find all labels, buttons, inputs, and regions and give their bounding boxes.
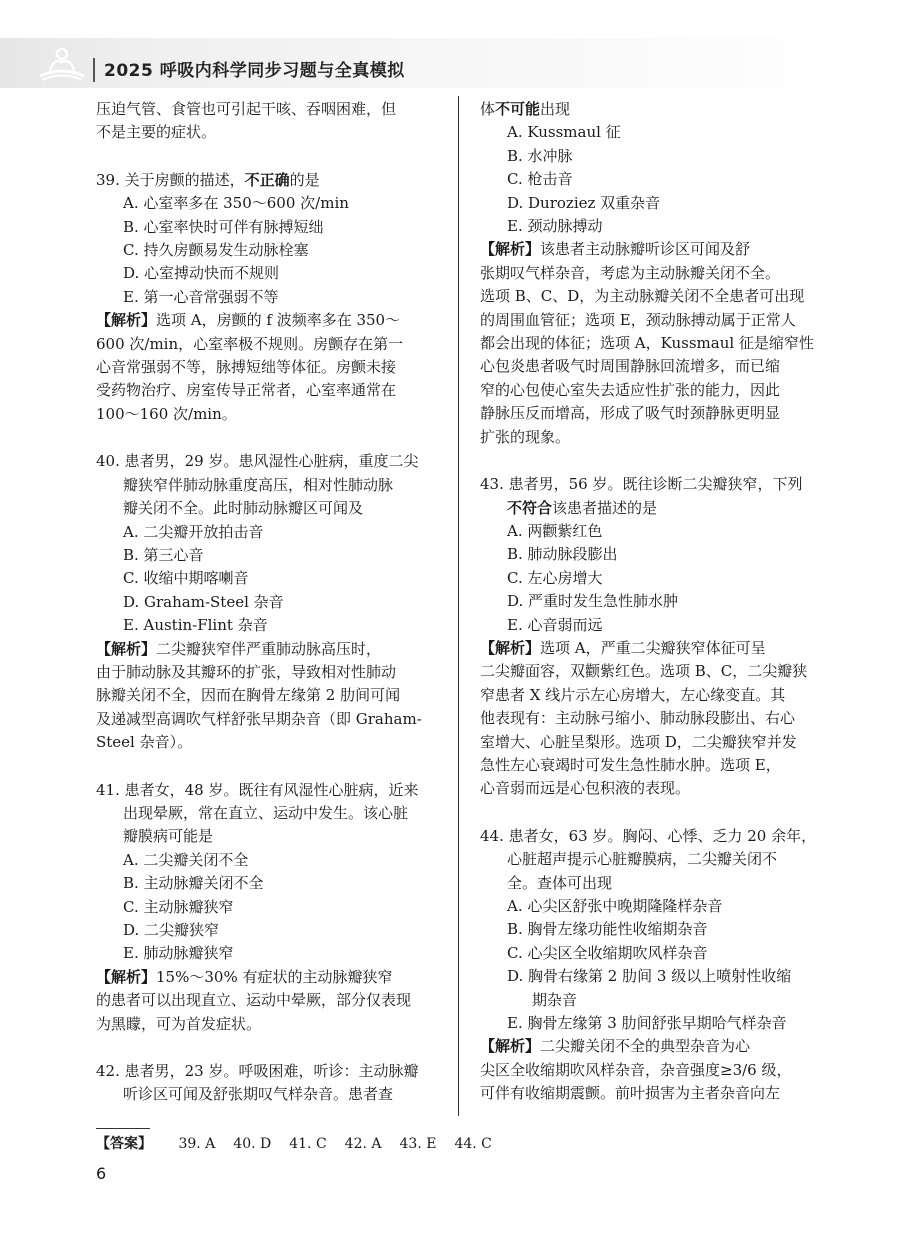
option-line: C. 主动脉瓣狭窄 bbox=[123, 897, 234, 916]
analysis-text: 选项 B、C、D，为主动脉瓣关闭不全患者可出现 bbox=[480, 287, 805, 306]
emphasis-text: 不可能 bbox=[495, 100, 541, 118]
analysis-line bbox=[480, 238, 810, 261]
option-line: A. 二尖瓣关闭不全 bbox=[123, 850, 249, 869]
stem-text: 体 bbox=[480, 100, 496, 118]
option-line: A. 心尖区舒张中晚期隆隆样杂音 bbox=[507, 897, 723, 915]
analysis-line bbox=[480, 426, 810, 449]
question-stem-line bbox=[96, 802, 438, 825]
analysis-line bbox=[480, 1059, 810, 1082]
left-column bbox=[96, 98, 438, 1107]
question-stem-line bbox=[96, 825, 438, 848]
question-block bbox=[96, 450, 438, 754]
option-line: B. 水冲脉 bbox=[507, 146, 573, 165]
analysis-line bbox=[480, 707, 810, 730]
answer-item: 42. A bbox=[344, 1136, 382, 1152]
question-stem-line bbox=[480, 825, 817, 848]
answer-item: 41. C bbox=[289, 1136, 327, 1152]
question-block bbox=[96, 1060, 438, 1107]
analysis-line bbox=[96, 989, 438, 1012]
analysis-line bbox=[480, 379, 810, 402]
page-header-title: 2025 呼吸内科学同步习题与全真模拟 bbox=[104, 61, 405, 81]
analysis-text: 可伴有收缩期震颤。前叶损害为主者杂音向左 bbox=[480, 1084, 781, 1103]
analysis-line bbox=[96, 403, 438, 426]
answer-item: 43. E bbox=[399, 1136, 437, 1152]
analysis-tag: 【解析】 bbox=[96, 311, 157, 330]
answer-item: 40. D bbox=[233, 1136, 272, 1152]
question-stem-line bbox=[480, 497, 810, 520]
option-line: A. 两颧紫红色 bbox=[507, 521, 603, 540]
stem-text: 43. 患者男，56 岁。既往诊断二尖瓣狭窄，下列 bbox=[480, 475, 803, 494]
analysis-line bbox=[480, 332, 814, 355]
option-line: E. 心音弱而远 bbox=[507, 615, 603, 634]
analysis-line bbox=[96, 356, 438, 379]
analysis-text: 扩张的现象。 bbox=[480, 427, 571, 446]
option-line: E. Austin-Flint 杂音 bbox=[123, 616, 268, 635]
analysis-tag: 【解析】 bbox=[480, 638, 541, 657]
analysis-text: 窄患者 X 线片示左心房增大，左心缘变直。其 bbox=[480, 685, 786, 704]
option-line: B. 肺动脉段膨出 bbox=[507, 545, 618, 564]
option-line: B. 心室率快时可伴有脉搏短绌 bbox=[123, 217, 324, 236]
analysis-text: 15%～30% 有症状的主动脉瓣狭窄 bbox=[156, 967, 393, 986]
analysis-line bbox=[96, 1013, 438, 1036]
option-line: A. Kussmaul 征 bbox=[507, 123, 621, 142]
analysis-text: 二尖瓣关闭不全的典型杂音为心 bbox=[540, 1037, 751, 1056]
stem-text: 出现 bbox=[540, 100, 571, 118]
header-separator bbox=[93, 58, 95, 82]
stem-text: 41. 患者女，48 岁。既往有风湿性心脏病，近来 bbox=[96, 780, 419, 799]
question-stem-line bbox=[480, 872, 810, 895]
option-line: C. 左心房增大 bbox=[507, 568, 603, 587]
analysis-text: 600 次/min，心室率极不规则。房颤存在第一 bbox=[96, 334, 404, 353]
analysis-line bbox=[96, 333, 438, 356]
analysis-line bbox=[480, 1035, 810, 1058]
question-stem-line bbox=[96, 779, 438, 802]
analysis-text: 受药物治疗、房室传导正常者，心室率通常在 bbox=[96, 381, 397, 400]
answer-item: 44. C bbox=[454, 1136, 492, 1152]
analysis-text: 选项 A，严重二尖瓣狭窄体征可呈 bbox=[540, 638, 766, 657]
stem-text: 心脏超声提示心脏瓣膜病，二尖瓣关闭不 bbox=[507, 850, 778, 869]
analysis-tag: 【解析】 bbox=[96, 639, 157, 658]
option-line: D. 胸骨右缘第 2 肋间 3 级以上喷射性收缩 bbox=[507, 967, 792, 986]
option-line: E. 第一心音常强弱不等 bbox=[123, 287, 279, 306]
stem-text: 42. 患者男，23 岁。呼吸困难，听诊：主动脉瓣 bbox=[96, 1062, 419, 1081]
analysis-line bbox=[480, 731, 810, 754]
analysis-text: 二尖瓣狭窄伴严重肺动脉高压时， bbox=[156, 639, 382, 658]
stem-text: 瓣狭窄伴肺动脉重度高压，相对性肺动脉 bbox=[123, 475, 394, 494]
emphasis-text: 不符合 bbox=[507, 498, 553, 517]
stem-text: 44. 患者女，63 岁。胸闷、心悸、乏力 20 余年， bbox=[480, 826, 817, 845]
analysis-text: 尖区全收缩期吹风样杂音，杂音强度≥3/6 级， bbox=[480, 1060, 792, 1079]
option-line: D. 严重时发生急性肺水肿 bbox=[507, 592, 679, 611]
answer-key-label: 【答案】 bbox=[96, 1136, 152, 1152]
question-stem-line bbox=[96, 169, 438, 192]
analysis-line bbox=[480, 754, 810, 777]
right-column bbox=[480, 98, 817, 1106]
question-stem-line bbox=[480, 473, 810, 496]
question-stem-line bbox=[480, 848, 810, 871]
body-line: 不是主要的症状。 bbox=[96, 123, 217, 142]
stem-text: 39. 关于房颤的描述， bbox=[96, 170, 245, 189]
option-line: C. 持久房颤易发生动脉栓塞 bbox=[123, 241, 309, 260]
option-line: A. 二尖瓣开放拍击音 bbox=[123, 522, 264, 541]
page-number: 6 bbox=[96, 1164, 107, 1183]
stem-text: 瓣膜病可能是 bbox=[123, 827, 214, 846]
analysis-tag: 【解析】 bbox=[480, 1037, 541, 1056]
answer-rule bbox=[96, 1128, 150, 1129]
analysis-text: 为黑矇，可为首发症状。 bbox=[96, 1014, 262, 1033]
analysis-line bbox=[480, 402, 810, 425]
question-block bbox=[96, 169, 438, 426]
question-stem-line bbox=[96, 497, 438, 520]
analysis-text: 脉瓣关闭不全，因而在胸骨左缘第 2 肋间可闻 bbox=[96, 686, 401, 705]
emphasis-text: 不正确 bbox=[244, 170, 290, 189]
analysis-text: 由于肺动脉及其瓣环的扩张，导致相对性肺动 bbox=[96, 662, 397, 681]
analysis-text: 窄的心包使心室失去适应性扩张的能力，因此 bbox=[480, 380, 781, 399]
analysis-line bbox=[480, 355, 810, 378]
question-block bbox=[480, 473, 810, 801]
analysis-text: 心音常强弱不等，脉搏短绌等体征。房颤未接 bbox=[96, 358, 397, 377]
stem-text: 的是 bbox=[289, 170, 320, 189]
option-line: C. 收缩中期喀喇音 bbox=[123, 569, 249, 588]
option-line: B. 主动脉瓣关闭不全 bbox=[123, 874, 264, 893]
analysis-line bbox=[96, 638, 438, 661]
answer-key bbox=[96, 1133, 510, 1153]
option-line: C. 心尖区全收缩期吹风样杂音 bbox=[507, 943, 708, 962]
analysis-line bbox=[480, 1082, 810, 1105]
analysis-line bbox=[96, 966, 438, 989]
option-line: C. 枪击音 bbox=[507, 170, 573, 189]
analysis-text: 心包炎患者吸气时周围静脉回流增多，而已缩 bbox=[480, 357, 781, 376]
analysis-text: 的周围血管征；选项 E，颈动脉搏动属于正常人 bbox=[480, 310, 796, 329]
question-block bbox=[480, 825, 817, 1106]
stem-text: 全。查体可出现 bbox=[507, 873, 613, 892]
continued-text bbox=[96, 98, 438, 145]
analysis-line bbox=[480, 262, 810, 285]
book-logo-icon bbox=[32, 40, 92, 86]
option-line: D. 二尖瓣狭窄 bbox=[123, 921, 220, 939]
option-line: E. 胸骨左缘第 3 肋间舒张早期哈气样杂音 bbox=[507, 1014, 787, 1033]
question-stem-line bbox=[480, 98, 810, 121]
analysis-text: 静脉压反而增高，形成了吸气时颈静脉更明显 bbox=[480, 404, 781, 423]
option-line: E. 颈动脉搏动 bbox=[507, 217, 603, 236]
analysis-line bbox=[96, 379, 438, 402]
question-stem-line bbox=[96, 1060, 438, 1083]
analysis-line bbox=[96, 731, 438, 754]
option-line: E. 肺动脉瓣狭窄 bbox=[123, 944, 234, 963]
analysis-text: Steel 杂音）。 bbox=[96, 733, 193, 752]
analysis-text: 都会出现的体征；选项 A，Kussmaul 征是缩窄性 bbox=[480, 334, 814, 353]
question-stem-line bbox=[96, 474, 438, 497]
option-line: D. Graham-Steel 杂音 bbox=[123, 592, 284, 611]
stem-text: 40. 患者男，29 岁。患风湿性心脏病，重度二尖 bbox=[96, 452, 419, 471]
analysis-line bbox=[480, 660, 810, 683]
analysis-text: 二尖瓣面容，双颧紫红色。选项 B、C，二尖瓣狭 bbox=[480, 662, 808, 681]
stem-text: 瓣关闭不全。此时肺动脉瓣区可闻及 bbox=[123, 499, 364, 518]
analysis-text: 的患者可以出现直立、运动中晕厥，部分仅表现 bbox=[96, 991, 412, 1010]
analysis-line bbox=[96, 309, 438, 332]
column-divider bbox=[458, 96, 459, 1116]
analysis-line bbox=[96, 684, 438, 707]
question-block bbox=[96, 779, 438, 1036]
analysis-text: 该患者主动脉瓣听诊区可闻及舒 bbox=[540, 240, 751, 259]
analysis-text: 心音弱而远是心包积液的表现。 bbox=[480, 779, 691, 798]
body-line: 压迫气管、食管也可引起干咳、吞咽困难，但 bbox=[96, 100, 397, 118]
question-stem-line bbox=[96, 1083, 438, 1106]
option-line: B. 第三心音 bbox=[123, 545, 204, 564]
stem-text: 该患者描述的是 bbox=[552, 498, 658, 517]
analysis-line bbox=[480, 684, 810, 707]
analysis-line bbox=[480, 777, 810, 800]
answer-item: 39. A bbox=[178, 1136, 216, 1152]
analysis-tag: 【解析】 bbox=[96, 967, 157, 986]
analysis-text: 室增大、心脏呈梨形。选项 D，二尖瓣狭窄并发 bbox=[480, 732, 797, 751]
analysis-text: 及递减型高调吹气样舒张早期杂音（即 Graham- bbox=[96, 709, 422, 728]
analysis-tag: 【解析】 bbox=[480, 240, 541, 259]
stem-text: 听诊区可闻及舒张期叹气样杂音。患者查 bbox=[123, 1085, 394, 1104]
option-line: D. Duroziez 双重杂音 bbox=[507, 193, 661, 212]
option-line: B. 胸骨左缘功能性收缩期杂音 bbox=[507, 920, 708, 939]
analysis-text: 100～160 次/min。 bbox=[96, 404, 237, 423]
analysis-text: 选项 A，房颤的 f 波频率多在 350～ bbox=[156, 311, 401, 330]
option-line: D. 心室搏动快而不规则 bbox=[123, 264, 280, 283]
analysis-line bbox=[96, 708, 438, 731]
analysis-text: 急性左心衰竭时可发生急性肺水肿。选项 E， bbox=[480, 755, 781, 774]
option-line: 期杂音 bbox=[532, 990, 578, 1009]
analysis-line bbox=[480, 285, 810, 308]
analysis-line bbox=[480, 309, 810, 332]
analysis-text: 张期叹气样杂音，考虑为主动脉瓣关闭不全。 bbox=[480, 263, 781, 282]
question-block bbox=[480, 98, 814, 449]
question-stem-line bbox=[96, 450, 438, 473]
analysis-line bbox=[480, 637, 810, 660]
analysis-line bbox=[96, 661, 438, 684]
stem-text: 出现晕厥，常在直立、运动中发生。该心脏 bbox=[123, 803, 409, 822]
analysis-text: 他表现有：主动脉弓缩小、肺动脉段膨出、右心 bbox=[480, 709, 796, 728]
option-line: A. 心室率多在 350～600 次/min bbox=[123, 194, 349, 213]
